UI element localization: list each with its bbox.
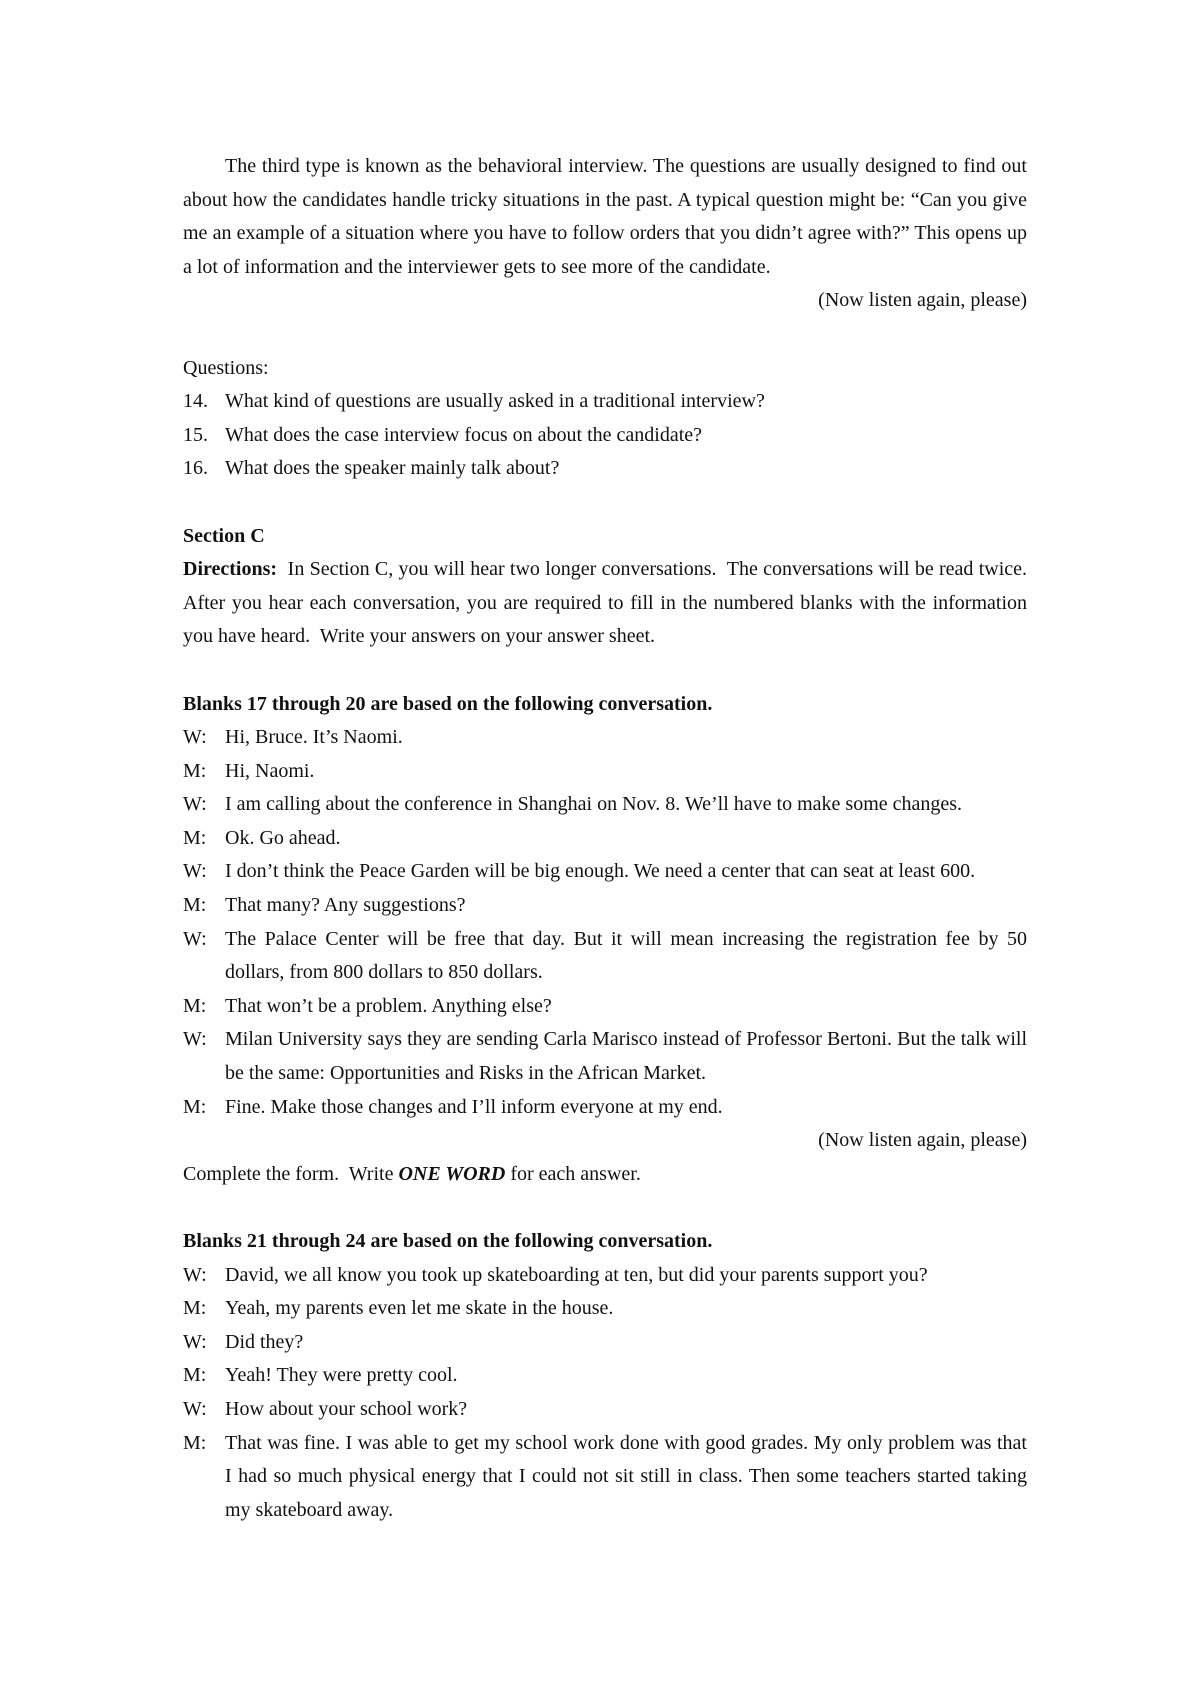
passage-paragraph: The third type is known as the behavioral interview. The questions are usually designed to find out about how the candidates handle tricky situations in the past. A typical question might be: “Can you give me an example of a situation where you have to follow orders that you didn’t agree with?” This opens up a lot of information and the interviewer gets to see more of the candidate. (183, 155, 1027, 278)
speaker-label: W: (183, 1028, 207, 1051)
speaker-label: M: (183, 994, 207, 1017)
questions-heading: Questions: (183, 356, 269, 379)
speaker-label: W: (183, 927, 207, 950)
speaker-label: M: (183, 894, 207, 917)
dialog-line (183, 855, 1027, 889)
directions-text: In Section C, you will hear two longer conversations. The conversations will be read twice. After you hear each conversation, you are required to fill in the numbered blanks with the information you have heard. Write your answers on your answer sheet. (183, 558, 1038, 648)
dialog-line (183, 822, 1027, 856)
speaker-label: W: (183, 1263, 207, 1286)
dialog-line (183, 1427, 1027, 1528)
instruction-post: for each answer. (505, 1162, 641, 1185)
dialog-line (183, 1023, 1027, 1090)
dialog-text: That won’t be a problem. Anything else? (225, 994, 552, 1017)
speaker-label: W: (183, 1397, 207, 1420)
section-c-title: Section C (183, 524, 265, 547)
dialog-text: That many? Any suggestions? (225, 894, 466, 917)
dialog-line (183, 1091, 1027, 1125)
question-text: What does the speaker mainly talk about? (225, 457, 560, 480)
dialog-text: Ok. Go ahead. (225, 826, 341, 849)
dialog-text: Fine. Make those changes and I’ll inform everyone at my end. (225, 1095, 723, 1118)
dialog-text: Milan University says they are sending Carla Marisco instead of Professor Bertoni. But the talk will be the same: Opportunities and Risks in the African Market. (225, 1028, 1027, 1085)
question-number: 16. (183, 457, 208, 480)
dialog-line (183, 1393, 1027, 1427)
dialog-line (183, 889, 1027, 923)
question-item (183, 452, 1027, 486)
dialog-text: That was fine. I was able to get my school work done with good grades. My only problem was that I had so much physical energy that I could not sit still in class. Then some teachers started taking my skateboard away. (225, 1431, 1027, 1521)
conversation1-heading: Blanks 17 through 20 are based on the following conversation. (183, 692, 713, 715)
speaker-label: W: (183, 726, 207, 749)
dialog-line (183, 755, 1027, 789)
dialog-line (183, 923, 1027, 990)
dialog-text: I am calling about the conference in Shanghai on Nov. 8. We’ll have to make some changes. (225, 793, 963, 816)
conversation1-dialog (183, 721, 1027, 1124)
speaker-label: M: (183, 1431, 207, 1454)
dialog-line (183, 788, 1027, 822)
speaker-label: M: (183, 826, 207, 849)
document-page (183, 150, 1038, 1527)
question-item (183, 419, 1027, 453)
speaker-label: M: (183, 1297, 207, 1320)
speaker-label: M: (183, 759, 207, 782)
instruction-emphasis: ONE WORD (398, 1162, 506, 1185)
speaker-label: W: (183, 1330, 207, 1353)
dialog-text: Yeah, my parents even let me skate in the house. (225, 1297, 614, 1320)
section-c-directions (183, 553, 1038, 654)
dialog-line (183, 1292, 1027, 1326)
dialog-text: Hi, Bruce. It’s Naomi. (225, 726, 403, 749)
instruction-pre: Complete the form. Write (183, 1162, 399, 1185)
question-number: 15. (183, 423, 208, 446)
speaker-label: M: (183, 1364, 207, 1387)
question-number: 14. (183, 390, 208, 413)
dialog-line (183, 1259, 1027, 1293)
questions-list (183, 385, 1027, 486)
conversation2-dialog (183, 1259, 1027, 1528)
listen-again-note: (Now listen again, please) (818, 289, 1027, 312)
listen-again-note: (Now listen again, please) (818, 1129, 1027, 1152)
form-instruction (183, 1158, 1027, 1192)
dialog-text: The Palace Center will be free that day. But it will mean increasing the registration fee by 50 dollars, from 800 dollars to 850 dollars. (225, 927, 1027, 984)
dialog-text: I don’t think the Peace Garden will be big enough. We need a center that can seat at least 600. (225, 860, 976, 883)
dialog-line (183, 1326, 1027, 1360)
speaker-label: M: (183, 1095, 207, 1118)
speaker-label: W: (183, 793, 207, 816)
question-item (183, 385, 1027, 419)
dialog-line (183, 1359, 1027, 1393)
dialog-text: Did they? (225, 1330, 304, 1353)
dialog-line (183, 990, 1027, 1024)
dialog-line (183, 721, 1027, 755)
dialog-text: How about your school work? (225, 1397, 468, 1420)
question-text: What kind of questions are usually asked in a traditional interview? (225, 390, 765, 413)
question-text: What does the case interview focus on about the candidate? (225, 423, 703, 446)
dialog-text: Yeah! They were pretty cool. (225, 1364, 458, 1387)
dialog-text: Hi, Naomi. (225, 759, 315, 782)
speaker-label: W: (183, 860, 207, 883)
dialog-text: David, we all know you took up skateboarding at ten, but did your parents support you? (225, 1263, 928, 1286)
directions-label: Directions: (183, 558, 278, 581)
conversation2-heading: Blanks 21 through 24 are based on the following conversation. (183, 1230, 713, 1252)
